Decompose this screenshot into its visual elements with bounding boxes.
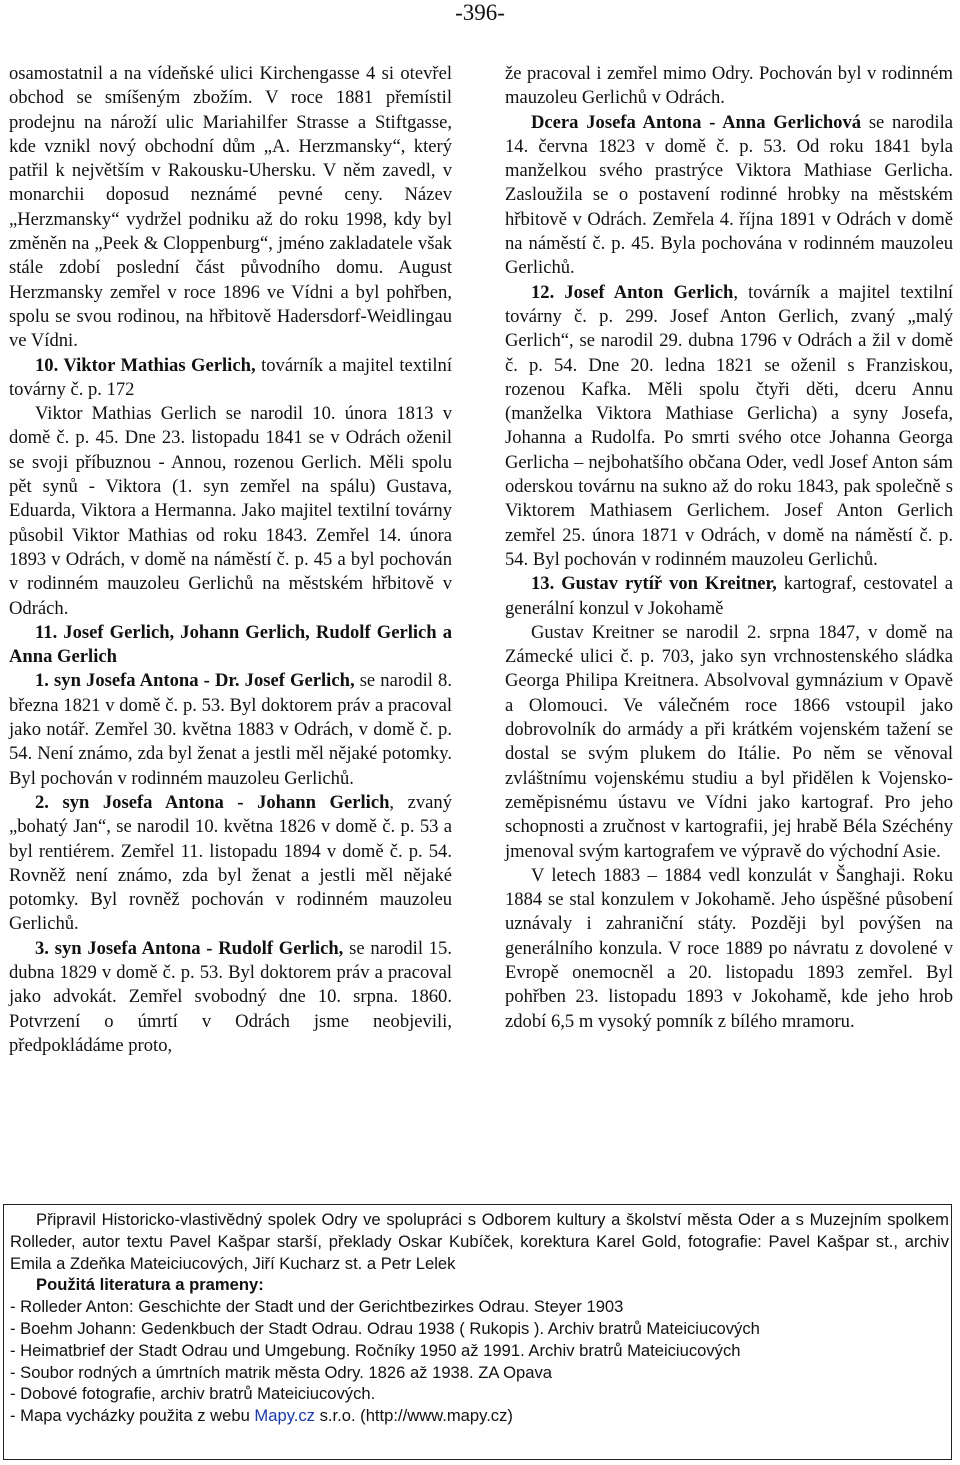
credits-box [3, 1204, 952, 1460]
section-heading-10: 10. Viktor Mathias Gerlich, továrník a majitel textilní továrny č. p. 172 [9, 354, 452, 400]
list-item: - Soubor rodných a úmrtních matrik města Odry. 1826 až 1938. ZA Opava [10, 1362, 553, 1382]
list-item: - Dobové fotografie, archiv bratrů Mateiciucových. [10, 1384, 376, 1404]
credits-text: Připravil Historicko-vlastivědný spolek Odry ve spolupráci s Odborem kultury a školství města Oder a s Muzejním spolkem Rolleder, autor textu Pavel Kašpar starší, překlady Oskar Kubíček, korektura Karel Gold, fotografie: Pavel Kašpar st., archiv Emila a Zdeňka Mateiciucových, Jiří Kucharz st. a Petr Lelek [10, 1210, 949, 1273]
right-column [505, 62, 953, 1034]
list-item: - Heimatbrief der Stadt Odrau und Umgebung. Ročníky 1950 až 1991. Archiv bratrů Mateiciucových [10, 1340, 741, 1360]
left-column [9, 62, 452, 1058]
paragraph: V letech 1883 – 1884 vedl konzulát v Šanghaji. Roku 1884 se stal konzulem v Jokohamě. Jeho úspěšné působení uznávaly i zahraniční státy. Později byl povýšen na generálního konzula. V roce 1889 po návratu z dovolené v Evropě onemocněl a 20. listopadu 1893 zemřel. Byl pohřben 23. listopadu 1893 v Jokohamě, kde jeho hrob zdobí 6,5 m vysoký pomník z bílého mramoru. [505, 864, 953, 1032]
page-number: -396- [455, 0, 505, 25]
paragraph: osamostatnil a na vídeňské ulici Kirchengasse 4 si otevřel obchod se smíšeným zbožím. V roce 1881 přemístil prodejnu na nároží ulic Mariahilfer Strasse a Stiftgasse, kde vznikl nový obchodní dům „A. Herzmansky“, který patřil k největším v Rakousku-Uhersku. V něm zavedl, v monarchii doposud neznámé pevné ceny. Název „Herzmansky“ vydržel podniku až do roku 1998, kdy byl změněn na „Peek & Cloppenburg“, jméno zakladatele však stále zdobí poslední část původního domu. August Herzmansky zemřel v roce 1896 ve Vídni a byl pohřben, spolu se svou rodinou, na hřbitově Hadersdorf-Weidlingau ve Vídni. [9, 63, 452, 352]
paragraph: Viktor Mathias Gerlich se narodil 10. února 1813 v domě č. p. 45. Dne 23. listopadu 1841 se v Odrách oženil se svoji příbuznou - Annou, rozenou Gerlich. Měli spolu pět synů - Viktora (1. syn zemřel na spálu) Gustava, Eduarda, Viktora a Hermanna. Jako majitel textilní továrny působil Viktor Mathias od roku 1843. Zemřel 14. února 1893 v Odrách, v domě na náměstí č. p. 45 a byl pochován v rodinném mauzoleu Gerlichů na městském hřbitově v Odrách. [9, 403, 452, 619]
paragraph: 3. syn Josefa Antona - Rudolf Gerlich, se narodil 15. dubna 1829 v domě č. p. 53. Byl doktorem práv a pracoval jako advokát. Zemřel svobodný dne 10. srpna. 1860. Potvrzení o úmrtí v Odrách jsme neobjevili, předpokládáme proto, [9, 937, 453, 1056]
section-heading-13: 13. Gustav rytíř von Kreitner, kartograf, cestovatel a generální konzul v Jokohamě [505, 573, 953, 619]
paragraph: 1. syn Josefa Antona - Dr. Josef Gerlich, se narodil 8. března 1821 v domě č. p. 53. Byl doktorem práv a pracoval jako notář. Zemřel 30. května 1883 v Odrách, v domě č. p. 54. Není známo, zda byl ženat a jestli měl nějaké potomky. Byl pochován v rodinném mauzoleu Gerlichů. [9, 670, 452, 789]
paragraph: že pracoval i zemřel mimo Odry. Pochován byl v rodinném mauzoleu Gerlichů v Odrách. [505, 63, 953, 109]
sources-list [10, 1296, 949, 1427]
sources-heading: Použitá literatura a prameny: [36, 1275, 264, 1295]
section-heading-11: 11. Josef Gerlich, Johann Gerlich, Rudolf Gerlich a Anna Gerlich [9, 621, 452, 668]
mapy-cz-link[interactable]: Mapy.cz [254, 1406, 315, 1426]
paragraph: Gustav Kreitner se narodil 2. srpna 1847, v domě na Zámecké ulici č. p. 703, jako syn vrchnostenského sládka Georga Philipa Kreitnera. Absolvoval gymnázium v Opavě a Olomouci. Ve válečném roce 1866 vstoupil jako dobrovolník do armády a při krátkém vojenském tažení se dostal se svým plukem do Itálie. Po něm se věnoval zvláštnímu vojenskému studiu a byl přidělen k Vojensko-zeměpisnému ústavu ve Vídni jako kartograf. Pro jeho schopnosti a zručnost v kartografii, jej hrabě Béla Széchény jmenoval svým kartografem ve výpravě do východní Asie. [505, 621, 953, 862]
paragraph: Dcera Josefa Antona - Anna Gerlichová se narodila 14. června 1823 v domě č. p. 53. Od roku 1841 byla manželkou svého prastrýce Viktora Mathiase Gerlicha. Zasloužila se o postavení rodinné hrobky na městském hřbitově v Odrách. Zemřela 4. října 1891 v Odrách v domě na náměstí č. p. 45. Byla pochována v rodinném mauzoleu Gerlichů. [505, 111, 953, 279]
list-item: - Mapa vycházky použita z webu Mapy.cz s.r.o. (http://www.mapy.cz) [10, 1406, 513, 1426]
paragraph: 2. syn Josefa Antona - Johann Gerlich, zvaný „bohatý Jan“, se narodil 10. května 1826 v domě č. p. 53 a byl rentiérem. Zemřel 11. listopadu 1894 v domě č. p. 54. Rovněž není známo, zda byl ženat a jestli měl nějaké potomky. Byl rovněž pochován v rodinném mauzoleu Gerlichů. [9, 791, 452, 935]
list-item: - Boehm Johann: Gedenkbuch der Stadt Odrau. Odrau 1938 ( Rukopis ). Archiv bratrů Mateiciucových [10, 1318, 760, 1338]
section-heading-12: 12. Josef Anton Gerlich, továrník a majitel textilní továrny č. p. 299. Josef Anton Gerlich, zvaný „malý Gerlich“, se narodil 29. dubna 1796 v Odrách a žil v domě č. p. 54. Dne 20. ledna 1821 se oženil s Franziskou, rozenou Kafka. Měli spolu čtyři děti, dceru Annu (manželka Viktora Mathiase Gerlicha) a syny Josefa, Johanna a Rudolfa. Po smrti svého otce Johanna Georga Gerlicha – nejbohatšího občana Oder, vedl Josef Anton sám oderskou továrnu na sukno až do roku 1843, pak společně s Viktorem Mathiasem Gerlichem. Josef Anton Gerlich zemřel 25. února 1871 v Odrách, v domě na náměstí č. p. 54. Byl pochován v rodinném mauzoleu Gerlichů. [505, 281, 953, 570]
list-item: - Rolleder Anton: Geschichte der Stadt und der Gerichtbezirkes Odrau. Steyer 1903 [10, 1297, 624, 1317]
